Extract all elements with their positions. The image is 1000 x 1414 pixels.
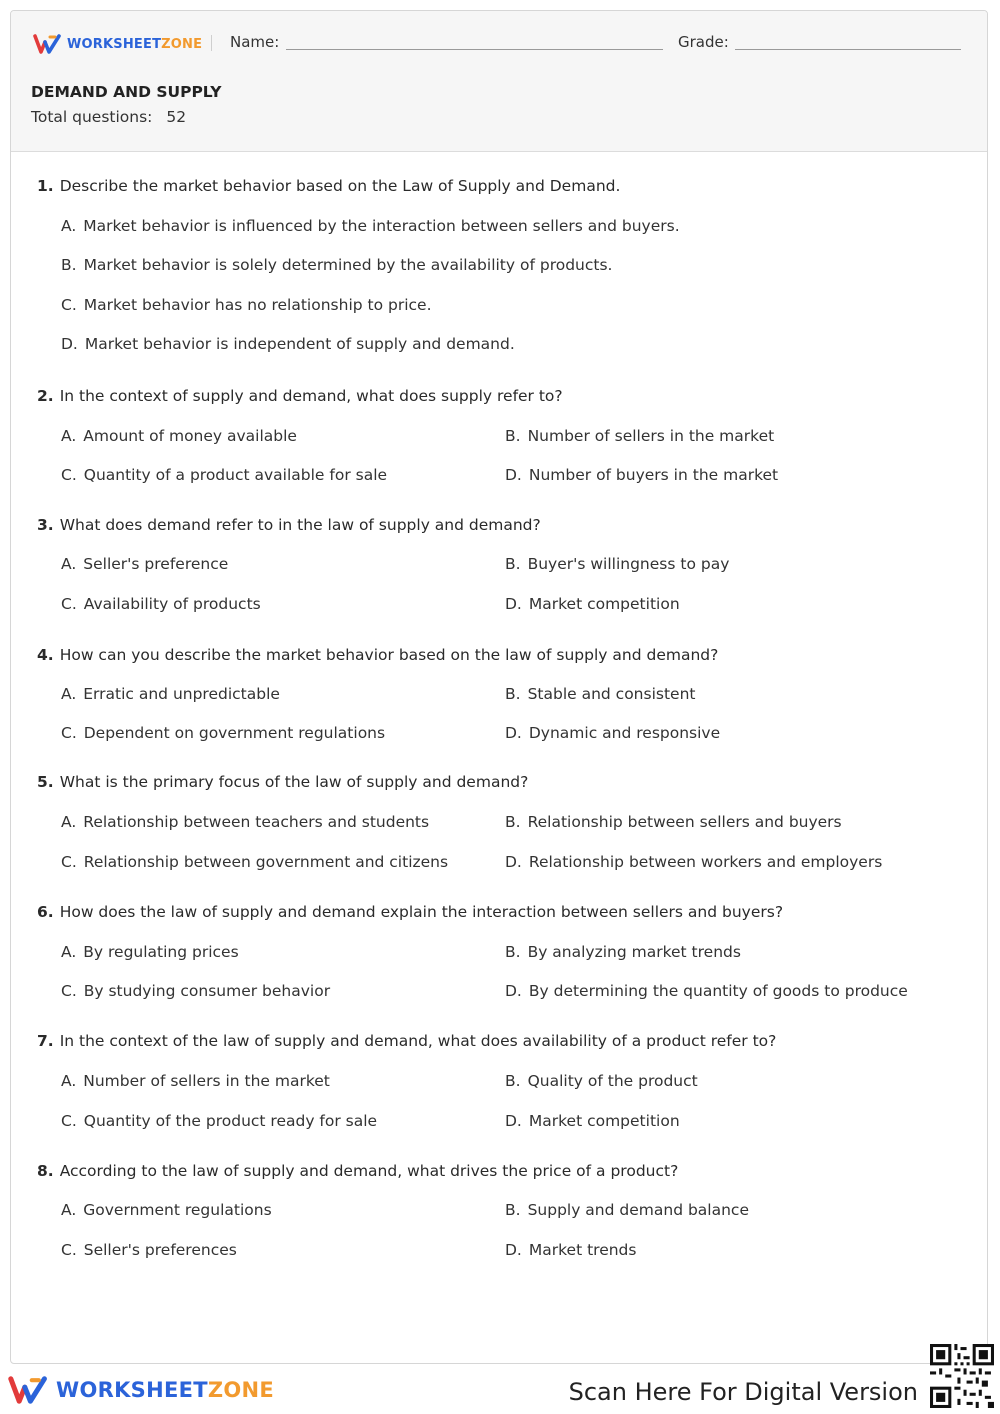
answer-option[interactable] <box>61 427 297 445</box>
option-text: Number of sellers in the market <box>527 427 775 445</box>
question-number: 6. <box>37 903 54 921</box>
option-letter: B. <box>505 943 521 961</box>
option-letter: C. <box>61 724 77 742</box>
answer-option[interactable] <box>61 1201 272 1219</box>
question-number: 4. <box>37 646 54 664</box>
option-text: Quantity of the product ready for sale <box>83 1112 378 1130</box>
option-text: Relationship between government and citizens <box>83 853 449 871</box>
option-text: Market behavior is influenced by the interaction between sellers and buyers. <box>83 217 680 235</box>
option-text: Market trends <box>528 1241 637 1259</box>
option-text: By analyzing market trends <box>527 943 741 961</box>
worksheet-page <box>10 10 988 1364</box>
brand-name: WORKSHEETZONE <box>67 36 203 52</box>
option-text: Market competition <box>528 1112 680 1130</box>
total-questions <box>31 108 186 126</box>
answer-option[interactable] <box>505 1241 636 1259</box>
worksheet-title: DEMAND AND SUPPLY <box>31 83 222 101</box>
answer-option[interactable] <box>61 813 429 831</box>
option-letter: B. <box>505 427 521 445</box>
option-letter: D. <box>505 853 522 871</box>
option-letter: C. <box>61 853 77 871</box>
answer-option[interactable] <box>61 1241 237 1259</box>
question-prompt: According to the law of supply and demand, what drives the price of a product? <box>59 1162 679 1180</box>
question-number: 2. <box>37 387 54 405</box>
option-letter: A. <box>61 1201 77 1219</box>
footer-brand-name: WORKSHEETZONE <box>56 1378 275 1402</box>
answer-option[interactable] <box>61 595 261 613</box>
answer-option[interactable] <box>61 724 385 742</box>
option-text: Number of buyers in the market <box>528 466 779 484</box>
question-text <box>37 516 541 534</box>
option-letter: C. <box>61 595 77 613</box>
option-letter: D. <box>61 335 78 353</box>
answer-option[interactable] <box>61 982 330 1000</box>
option-letter: D. <box>505 1241 522 1259</box>
option-text: Buyer's willingness to pay <box>527 555 730 573</box>
option-letter: D. <box>505 982 522 1000</box>
option-text: Number of sellers in the market <box>83 1072 330 1090</box>
option-letter: D. <box>505 1112 522 1130</box>
option-letter: C. <box>61 466 77 484</box>
question-number: 8. <box>37 1162 54 1180</box>
answer-option[interactable] <box>505 1072 698 1090</box>
footer-brand-logo <box>8 1374 274 1406</box>
option-letter: B. <box>505 1072 521 1090</box>
question-number: 1. <box>37 177 54 195</box>
option-text: Availability of products <box>83 595 261 613</box>
total-questions-value: 52 <box>166 108 187 126</box>
option-text: By determining the quantity of goods to produce <box>528 982 908 1000</box>
option-text: Stable and consistent <box>527 685 696 703</box>
total-questions-label: Total questions: <box>31 108 153 126</box>
option-letter: C. <box>61 982 77 1000</box>
option-text: Market behavior is independent of supply and demand. <box>84 335 515 353</box>
answer-option[interactable] <box>61 943 239 961</box>
option-letter: A. <box>61 427 77 445</box>
answer-option[interactable] <box>505 1112 680 1130</box>
question-prompt: Describe the market behavior based on the Law of Supply and Demand. <box>59 177 621 195</box>
answer-option[interactable] <box>505 1201 749 1219</box>
option-text: Seller's preferences <box>83 1241 237 1259</box>
footer-brand-logo-icon <box>8 1374 50 1406</box>
option-text: Supply and demand balance <box>527 1201 749 1219</box>
option-letter: C. <box>61 1112 77 1130</box>
answer-option[interactable] <box>61 555 228 573</box>
question-prompt: How does the law of supply and demand explain the interaction between sellers and buyers? <box>59 903 784 921</box>
option-text: Quality of the product <box>527 1072 698 1090</box>
option-text: Government regulations <box>83 1201 272 1219</box>
option-text: Quantity of a product available for sale <box>83 466 388 484</box>
grade-field[interactable] <box>735 49 961 50</box>
question-prompt: In the context of supply and demand, what does supply refer to? <box>59 387 563 405</box>
qr-code-icon[interactable] <box>930 1344 994 1408</box>
answer-option[interactable] <box>61 256 612 274</box>
answer-option[interactable] <box>505 595 680 613</box>
option-text: By studying consumer behavior <box>83 982 331 1000</box>
option-letter: A. <box>61 813 77 831</box>
brand-logo-icon <box>33 33 63 55</box>
question-number: 7. <box>37 1032 54 1050</box>
option-text: Market behavior is solely determined by the availability of products. <box>83 256 613 274</box>
option-letter: D. <box>505 466 522 484</box>
option-text: By regulating prices <box>83 943 239 961</box>
answer-option[interactable] <box>505 982 908 1000</box>
option-text: Seller's preference <box>83 555 229 573</box>
scan-caption: Scan Here For Digital Version <box>568 1378 918 1406</box>
answer-option[interactable] <box>505 813 842 831</box>
question-number: 5. <box>37 773 54 791</box>
answer-option[interactable] <box>61 853 448 871</box>
answer-option[interactable] <box>61 296 432 314</box>
worksheet-header <box>11 11 987 152</box>
question-text <box>37 1032 776 1050</box>
header-divider <box>211 35 212 51</box>
grade-label: Grade: <box>678 33 729 51</box>
question-prompt: How can you describe the market behavior based on the law of supply and demand? <box>59 646 719 664</box>
option-text: Erratic and unpredictable <box>83 685 280 703</box>
option-letter: A. <box>61 217 77 235</box>
option-letter: C. <box>61 296 77 314</box>
question-text <box>37 387 563 405</box>
answer-option[interactable] <box>505 555 729 573</box>
answer-option[interactable] <box>505 685 695 703</box>
option-text: Dynamic and responsive <box>528 724 721 742</box>
option-letter: B. <box>61 256 77 274</box>
option-text: Relationship between workers and employers <box>528 853 883 871</box>
answer-option[interactable] <box>505 943 741 961</box>
question-prompt: What does demand refer to in the law of supply and demand? <box>59 516 541 534</box>
answer-option[interactable] <box>505 724 720 742</box>
question-text <box>37 1162 678 1180</box>
answer-option[interactable] <box>61 1072 330 1090</box>
option-letter: B. <box>505 685 521 703</box>
option-text: Amount of money available <box>83 427 297 445</box>
option-text: Market behavior has no relationship to price. <box>83 296 432 314</box>
question-text <box>37 903 783 921</box>
option-letter: A. <box>61 1072 77 1090</box>
name-label: Name: <box>230 33 280 51</box>
question-text <box>37 646 718 664</box>
answer-option[interactable] <box>61 685 280 703</box>
question-prompt: In the context of the law of supply and demand, what does availability of a product refer to? <box>59 1032 777 1050</box>
question-number: 3. <box>37 516 54 534</box>
brand-logo <box>33 33 202 55</box>
answer-option[interactable] <box>61 466 387 484</box>
option-text: Market competition <box>528 595 680 613</box>
option-letter: D. <box>505 595 522 613</box>
question-text <box>37 177 620 195</box>
option-letter: A. <box>61 943 77 961</box>
option-letter: A. <box>61 685 77 703</box>
question-text <box>37 773 528 791</box>
answer-option[interactable] <box>61 335 515 353</box>
option-letter: A. <box>61 555 77 573</box>
answer-option[interactable] <box>505 466 778 484</box>
question-prompt: What is the primary focus of the law of supply and demand? <box>59 773 529 791</box>
footer <box>0 1366 1000 1414</box>
option-letter: B. <box>505 555 521 573</box>
answer-option[interactable] <box>505 427 774 445</box>
option-letter: B. <box>505 1201 521 1219</box>
answer-option[interactable] <box>505 853 882 871</box>
answer-option[interactable] <box>61 217 680 235</box>
name-field[interactable] <box>286 49 663 50</box>
option-letter: C. <box>61 1241 77 1259</box>
option-letter: D. <box>505 724 522 742</box>
option-text: Relationship between teachers and students <box>83 813 430 831</box>
option-text: Relationship between sellers and buyers <box>527 813 842 831</box>
option-letter: B. <box>505 813 521 831</box>
answer-option[interactable] <box>61 1112 377 1130</box>
option-text: Dependent on government regulations <box>83 724 386 742</box>
